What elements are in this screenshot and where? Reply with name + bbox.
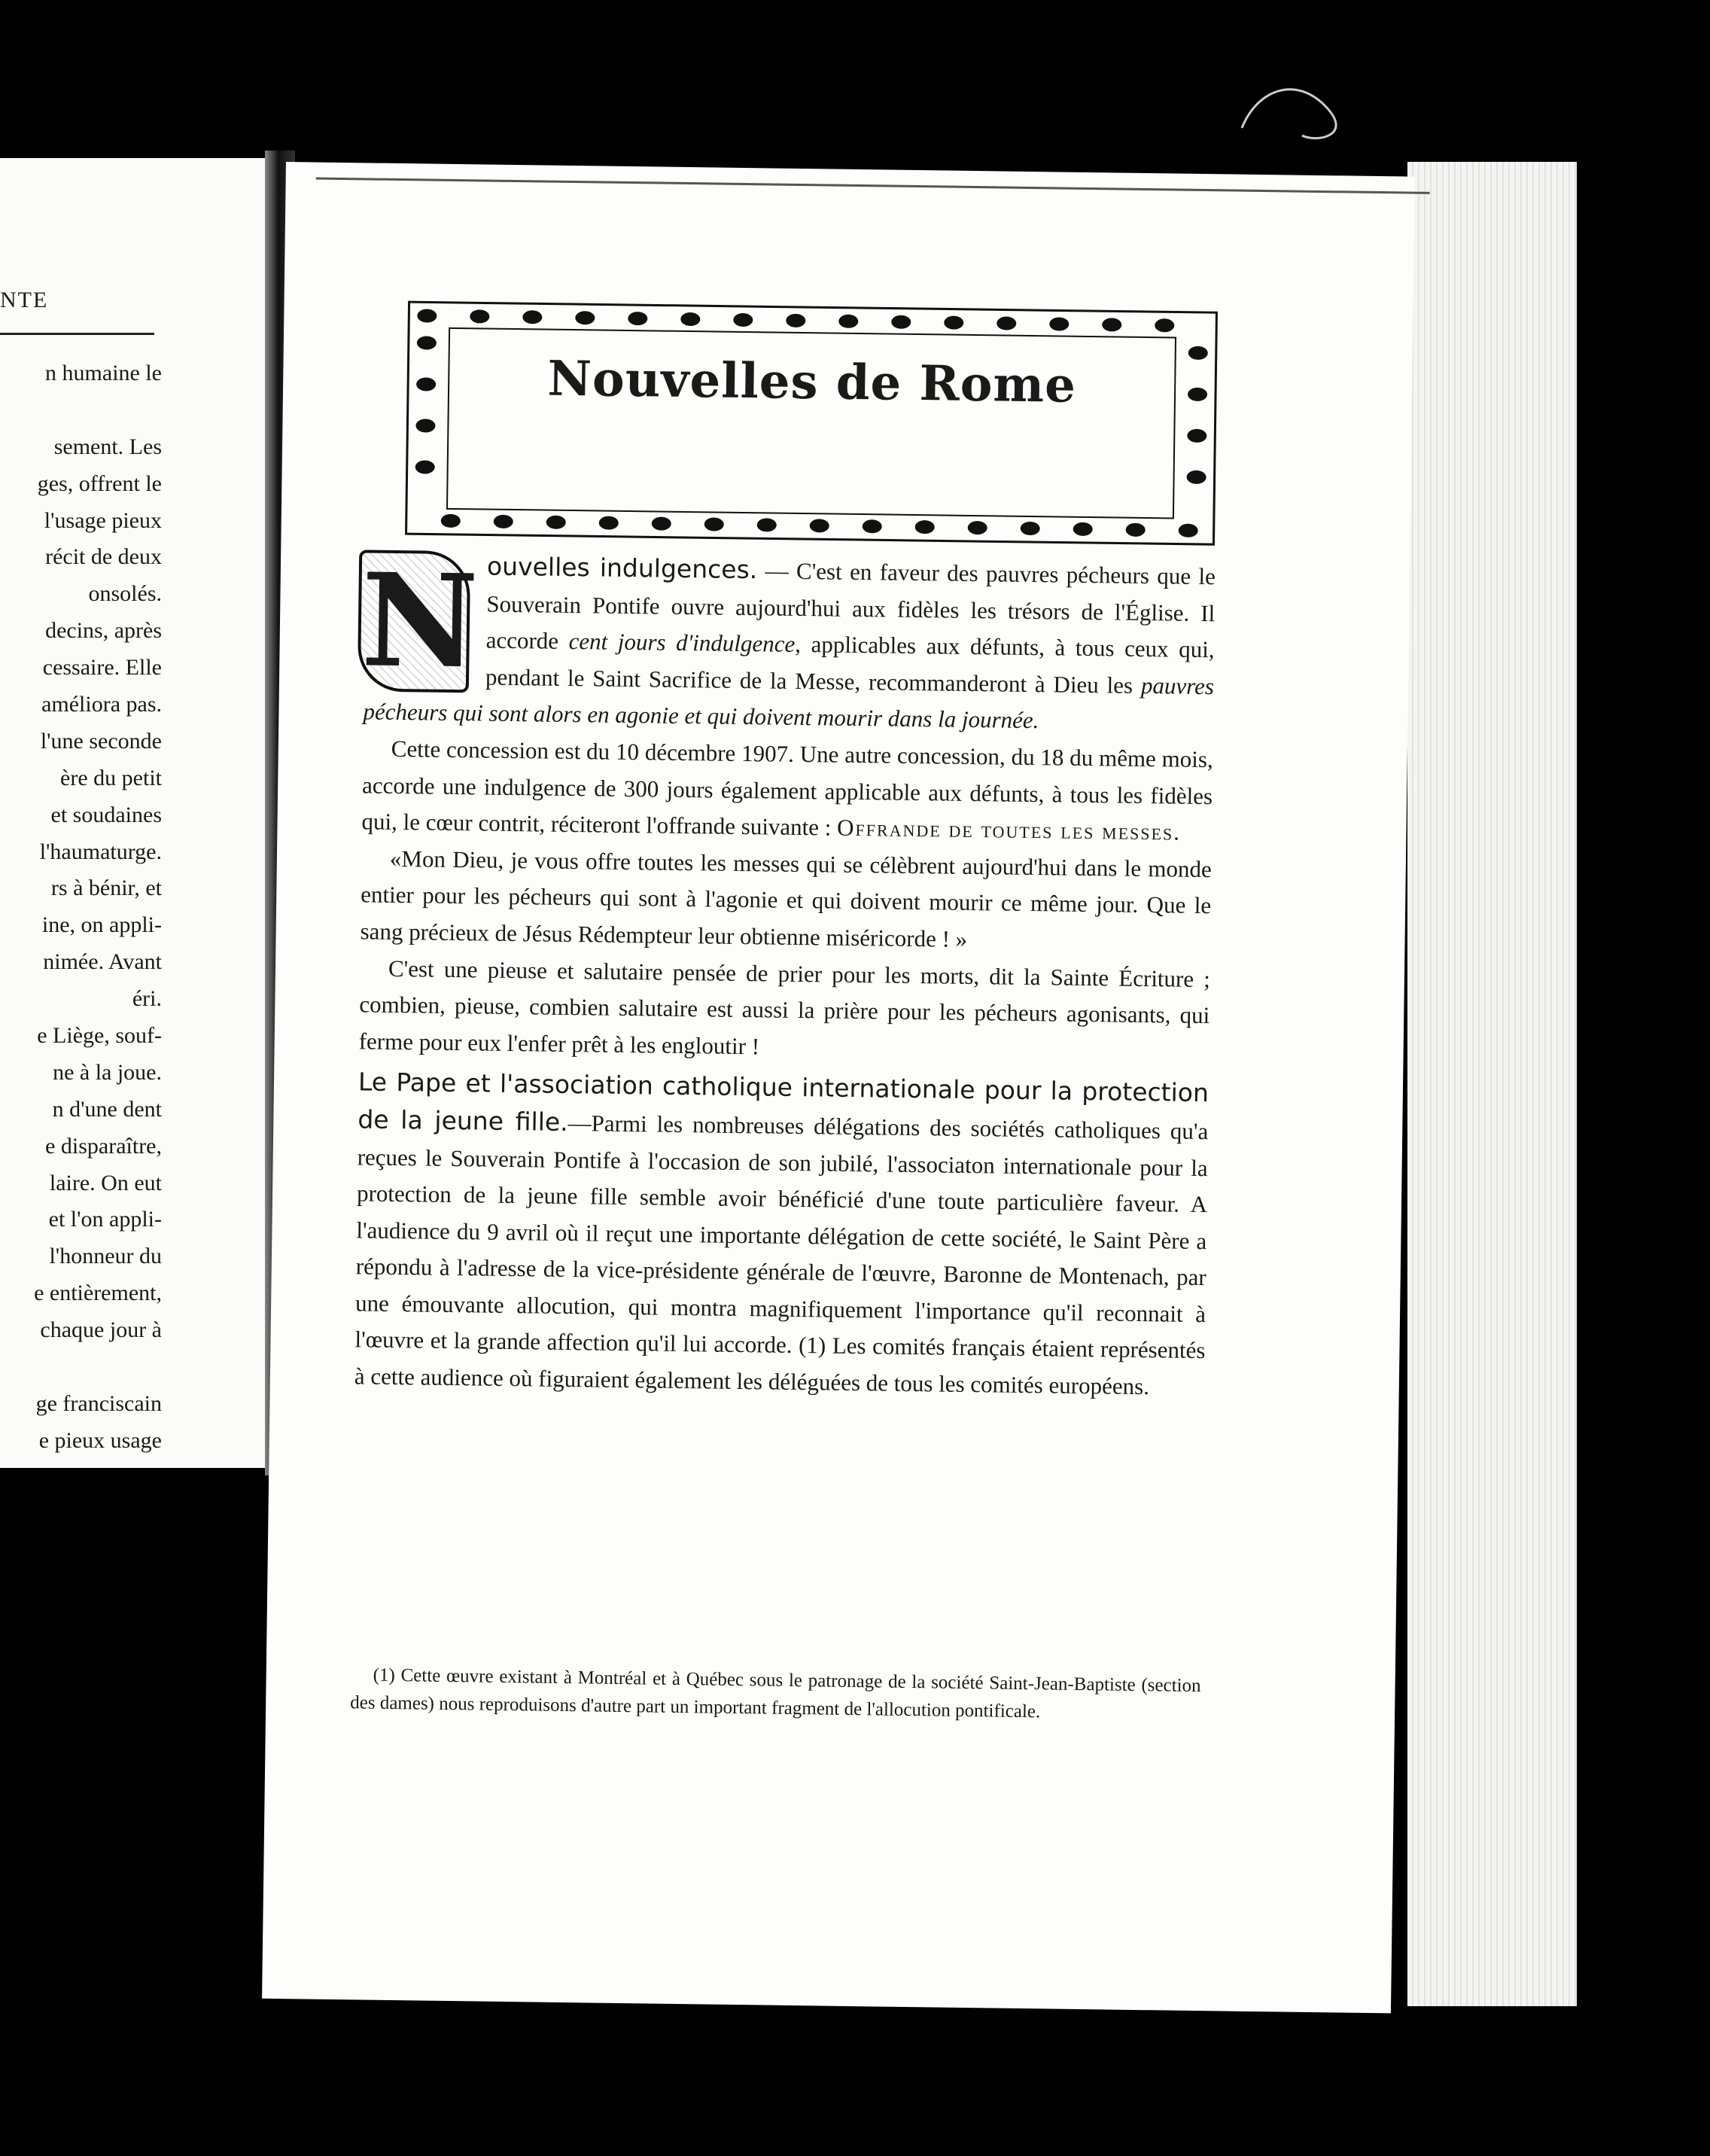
vine-leaf — [863, 519, 882, 533]
vine-leaf — [891, 315, 911, 329]
vine-leaf — [733, 313, 753, 327]
vine-leaf — [415, 460, 435, 474]
left-page-line: ère du petit — [60, 765, 162, 790]
left-page-line: ne à la joue. — [53, 1059, 162, 1085]
left-page-line: l'usage pieux — [44, 507, 162, 533]
vine-leaf — [1049, 317, 1069, 330]
paragraph-association: Le Pape et l'association catholique internationale pour la protection de la jeune fille.—Parmi les nombreuses délégations des sociétés catholiques qu'a reçues le Souverain Pontife à l'occasion de son jubilé, l'associaton internationale pour la protection de la jeune fille semble avoir bénéficié d'une toute particulière faveur. A l'audience du 9 avril où il reçut une importante délégation de cette société, le Saint Père a répondu à l'adresse de la vice-présidente générale de l'œuvre, Baronne de Montenach, par une émouvante allocution, qui montra magnifiquement l'importance qu'il reconnait à l'œuvre et la grande affection qu'il lui accorde. (1) Les comités français étaient représentés à cette audience où figuraient également les déléguées de tous les comités européens. — [354, 1067, 1209, 1400]
vine-leaf — [786, 314, 805, 327]
paragraph-scripture: C'est une pieuse et salutaire pensée de prier pour les morts, dit la Sainte Écriture ; combien, pieuse, combien salutaire est aussi la prière pour les pécheurs agonisants, qui ferme pour eux l'enfer prêt à les engloutir ! — [358, 955, 1211, 1060]
left-page-text — [0, 355, 162, 1460]
vine-leaf — [838, 315, 858, 328]
vine-leaf — [704, 517, 724, 531]
left-page — [0, 158, 271, 1468]
left-page-line: ine, on appli- — [41, 912, 162, 938]
left-page-line: récit de deux — [45, 544, 162, 570]
bookmark-string — [1234, 75, 1340, 158]
left-page-line: onsolés. — [88, 581, 162, 607]
left-page-line — [0, 392, 162, 429]
left-page-line: e disparaître, — [45, 1133, 162, 1159]
left-page-line — [0, 1349, 162, 1386]
vine-leaf — [415, 419, 435, 432]
left-page-line: cessaire. Elle — [42, 655, 162, 681]
vine-leaf — [944, 315, 963, 329]
left-page-line: et l'on appli- — [48, 1207, 162, 1232]
page-title: Nouvelles de Rome — [547, 350, 1077, 414]
left-page-line: ge franciscain — [35, 1390, 162, 1416]
vine-leaf — [599, 516, 619, 529]
vine-leaf — [575, 311, 595, 324]
vine-leaf — [470, 309, 489, 323]
vine-leaf — [915, 520, 935, 534]
right-page — [262, 162, 1415, 2013]
vine-leaf — [680, 312, 700, 326]
vine-leaf — [1155, 318, 1174, 332]
vine-leaf — [417, 309, 437, 322]
vine-leaf — [1187, 470, 1206, 484]
vine-leaf — [1188, 346, 1208, 360]
left-page-line: decins, après — [45, 618, 162, 644]
left-page-line: l'une seconde — [40, 728, 162, 754]
vine-leaf — [652, 516, 671, 530]
left-page-line: et soudaines — [50, 802, 162, 827]
section-heading-association: Le Pape et l'association catholique internationale pour la protection de la jeune fille. — [358, 1067, 1209, 1137]
left-page-line: e pieux usage — [38, 1427, 162, 1453]
section-heading-indulgences: ouvelles indulgences. — [486, 551, 758, 585]
left-page-line: éri. — [132, 986, 162, 1012]
vine-leaf — [968, 521, 987, 534]
vine-leaf — [1126, 523, 1146, 537]
vine-leaf — [494, 515, 513, 528]
vine-leaf — [1187, 429, 1206, 443]
vine-leaf — [417, 336, 437, 349]
header-rule — [0, 333, 154, 335]
vine-leaf — [1073, 522, 1093, 536]
left-page-line: ges, offrent le — [37, 470, 162, 496]
paragraph-prayer: «Mon Dieu, je vous offre toutes les messes qui se célèbrent aujourd'hui dans le monde entier pour les pécheurs qui sont à l'agonie et qui doivent mourir ce même jour. Que le sang précieux de Jésus Rédempteur leur obtienne miséricorde ! » — [360, 845, 1213, 952]
left-page-line: e Liège, souf- — [37, 1023, 162, 1049]
left-page-line: laire. On eut — [49, 1170, 162, 1195]
left-page-line: chaque jour à — [40, 1317, 162, 1343]
vine-leaf — [1021, 522, 1040, 535]
running-header: NTE — [0, 288, 49, 312]
vine-leaf — [1179, 524, 1198, 537]
left-page-line: améliora pas. — [41, 692, 162, 717]
vine-leaf — [546, 516, 566, 529]
vine-leaf — [757, 518, 777, 531]
left-page-line: l'honneur du — [49, 1244, 162, 1269]
title-ornament-frame — [401, 297, 1221, 549]
top-rule — [316, 178, 1430, 194]
paragraph-concession: Cette concession est du 10 décembre 1907. Une autre concession, du 18 du même mois, accorde une indulgence de 300 jours également applicable aux défunts, à tous les fidèles qui, le cœur contrit, réciteront l'offrande suivante : Offrande de toutes les messes. — [361, 735, 1213, 845]
left-page-line: rs à bénir, et — [50, 875, 162, 901]
left-page-line: n humaine le — [45, 361, 162, 385]
vine-leaf — [810, 519, 829, 532]
left-page-line: e entièrement, — [34, 1281, 162, 1306]
vine-leaf — [996, 316, 1016, 330]
left-page-line: sement. Les — [53, 434, 162, 459]
vine-border — [401, 297, 1221, 549]
page-edges — [1407, 162, 1577, 2006]
vine-leaf — [441, 514, 461, 528]
vine-leaf — [1102, 318, 1121, 331]
footnote: (1) Cette œuvre existant à Montréal et à Québec sous le patronage de la société Saint-Jean-Baptiste (section des dames) nous reproduisons d'autre part un important fragment de l'allocution pontificale. — [350, 1664, 1201, 1722]
vine-leaf — [522, 310, 542, 324]
left-page-line: l'haumaturge. — [39, 839, 162, 864]
drop-cap: N — [358, 550, 470, 693]
article-body — [354, 547, 1216, 1405]
left-page-line: nimée. Avant — [43, 949, 162, 975]
vine-leaf — [628, 312, 647, 325]
left-page-line: n d'une dent — [52, 1096, 162, 1122]
paragraph-indulgences: ouvelles indulgences. — C'est en faveur des pauvres pécheurs que le Souverain Pontife ouvre aujourd'hui aux fidèles les trésors de l'Église. Il accorde cent jours d'indulgence, applicables aux défunts, à tous ceux qui, pendant le Saint Sacrifice de la Messe, recommanderont à Dieu les pauvres pécheurs qui sont alors en agonie et qui doivent mourir dans la journée. — [363, 551, 1216, 734]
